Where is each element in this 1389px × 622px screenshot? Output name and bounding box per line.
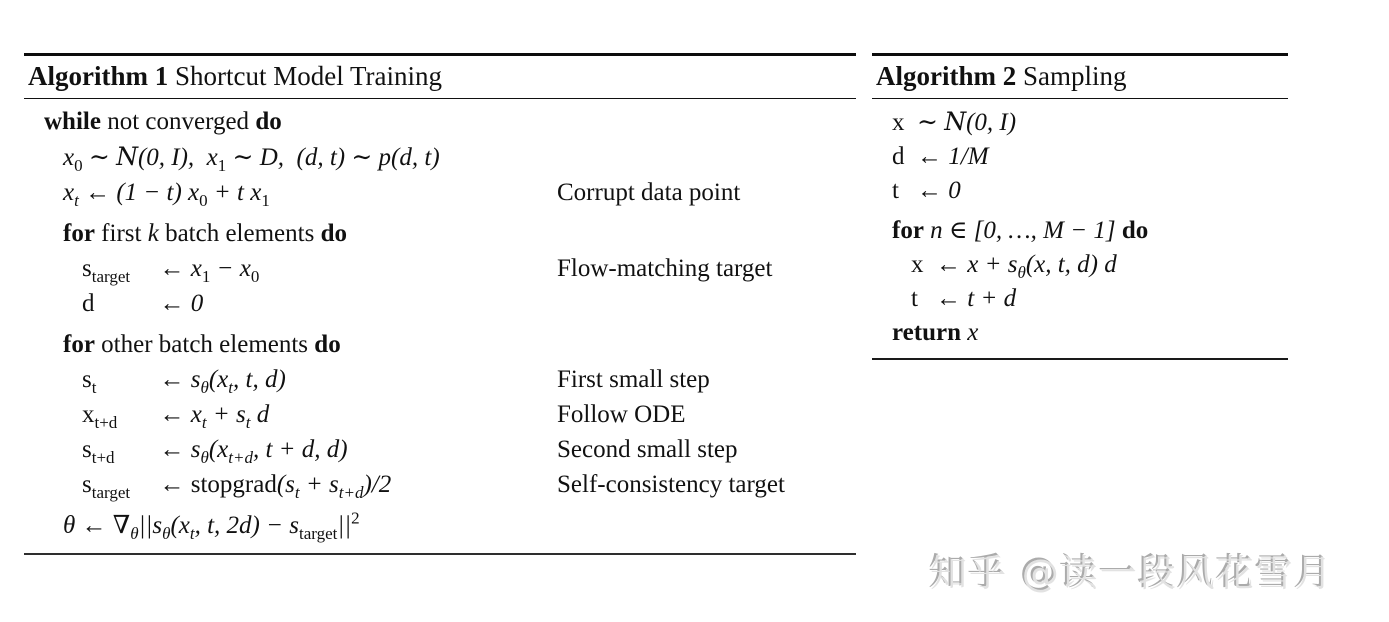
line-comment: Corrupt data point (557, 179, 741, 206)
code-text (82, 436, 348, 467)
algorithm-1-label: Algorithm 1 (28, 61, 169, 91)
algorithm-line (24, 286, 856, 321)
math-segment: N (116, 142, 138, 171)
math-segment: stopgrad (190, 471, 277, 498)
keyword: do (1121, 217, 1149, 244)
math-segment: x (892, 109, 905, 136)
algorithm-line (872, 140, 1288, 174)
algorithm-line (872, 105, 1288, 140)
code-text (892, 177, 961, 204)
keyword: do (320, 220, 347, 247)
algorithm-line (24, 327, 856, 362)
math-segment: $s_{target}$ (82, 471, 131, 502)
code-text (892, 109, 1016, 136)
algorithm-2-panel (872, 53, 1288, 360)
algorithm-2-title: Sampling (1016, 61, 1127, 91)
math-segment: (0, I) (966, 109, 1017, 136)
code-text (82, 290, 203, 317)
algorithm-1-body (24, 99, 856, 553)
math-segment: ← $x_t + s_t$ d (159, 401, 270, 432)
math-segment: ← 1/M (917, 143, 989, 170)
math-segment: d (82, 290, 95, 317)
algorithm-2-header (872, 56, 1288, 99)
math-segment: N (944, 107, 967, 136)
math-segment: $x_{t+d}$ (82, 401, 118, 432)
math-segment: θ ← $\nabla_\theta||s_\theta(x_t$, t, $2d) - s_{target}||^2$ (63, 508, 360, 543)
math-segment: other batch elements (94, 331, 315, 358)
algorithm-line (24, 104, 856, 139)
watermark: 知乎 @读一段风花雪月 (930, 552, 1334, 595)
algorithm-1-panel (24, 53, 856, 555)
algorithm-line (24, 467, 856, 502)
math-segment: d (892, 143, 905, 170)
math-segment: $s_t$ (82, 366, 97, 397)
code-text (82, 255, 260, 286)
math-segment: k (147, 220, 159, 247)
algorithm-1-title: Shortcut Model Training (168, 61, 443, 91)
math-segment: n ∈ [0, …, M − 1] (923, 217, 1122, 244)
keyword: for (63, 331, 95, 358)
algorithm-line (872, 174, 1288, 208)
algorithm-line (24, 432, 856, 467)
math-segment: ← (159, 471, 191, 498)
math-segment: ← $x + s_\theta(x$, t, d) d (936, 251, 1117, 282)
code-text (63, 179, 270, 210)
math-segment: x (960, 319, 979, 346)
math-segment: (0, I), $x_1$ ∼ D, (d, t) ∼ p(d, t) (137, 144, 440, 175)
math-segment: $s_{t+d}$ (82, 436, 115, 467)
code-text (44, 108, 282, 135)
code-text (63, 331, 341, 358)
math-segment: first (94, 220, 148, 247)
math-segment: ← 0 (159, 290, 204, 317)
code-text (63, 220, 347, 247)
algorithm-1-header (24, 56, 856, 99)
code-text (892, 143, 989, 170)
code-text (892, 319, 978, 346)
keyword: return (892, 319, 961, 346)
code-text (82, 401, 270, 432)
line-comment: First small step (557, 366, 710, 393)
math-segment: batch elements (158, 220, 321, 247)
math-segment: $x_t$ ← (1 − t) $x_0 + t$ $x_1$ (63, 179, 270, 210)
code-text (911, 285, 1016, 312)
math-segment: t (911, 285, 918, 312)
math-segment: $s_{target}$ (82, 255, 131, 286)
math-segment: ← t + d (936, 285, 1017, 312)
algorithm-line (24, 216, 856, 251)
algorithm-line (24, 175, 856, 210)
algorithm-2-label: Algorithm 2 (876, 61, 1017, 91)
code-text (892, 217, 1148, 244)
code-text (82, 471, 392, 502)
math-segment: t (892, 177, 899, 204)
code-text (82, 366, 286, 397)
algorithm-2-body (872, 99, 1288, 358)
keyword: do (255, 108, 282, 135)
line-comment: Second small step (557, 436, 738, 463)
algorithm-line (872, 316, 1288, 350)
code-text (63, 508, 360, 543)
line-comment: Follow ODE (557, 401, 686, 428)
math-segment: ← 0 (917, 177, 961, 204)
keyword: for (63, 220, 95, 247)
algorithm-line (24, 362, 856, 397)
keyword: do (314, 331, 341, 358)
code-text (63, 142, 440, 175)
algorithm-line (872, 282, 1288, 316)
algorithm-line (24, 251, 856, 286)
algorithm-line (24, 508, 856, 543)
algorithm-line (24, 397, 856, 432)
line-comment: Flow-matching target (557, 255, 773, 282)
algorithm-line (872, 248, 1288, 282)
line-comment: Self-consistency target (557, 471, 785, 498)
algorithm-line (24, 139, 856, 175)
math-segment: ← $s_\theta(x_{t+d}$, t + d, d) (159, 436, 348, 467)
algorithm-line (872, 214, 1288, 248)
math-segment: ← $s_\theta(x_t$, t, d) (159, 366, 286, 397)
math-segment: $x_0$ ∼ (63, 144, 117, 175)
keyword: while (44, 108, 101, 135)
math-segment: $(s_t + s_{t+d})/2$ (276, 471, 392, 502)
code-text (911, 251, 1117, 282)
math-segment: x (911, 251, 924, 278)
math-segment: ∼ (917, 109, 945, 136)
math-segment: ← $x_1 - x_0$ (159, 255, 260, 286)
math-segment: not converged (100, 108, 256, 135)
keyword: for (892, 217, 924, 244)
